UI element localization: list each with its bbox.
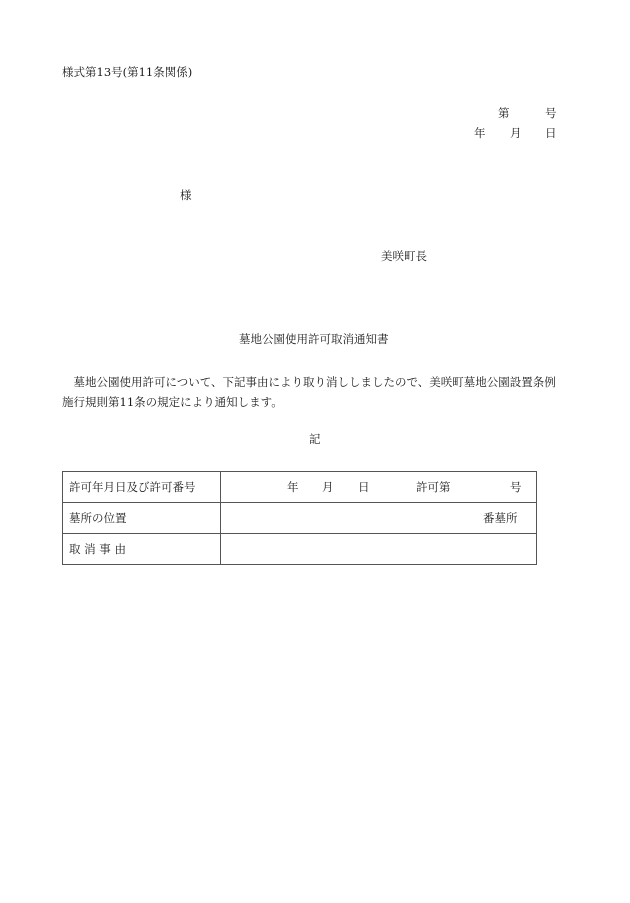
table-row <box>63 503 537 534</box>
record-table <box>62 471 537 565</box>
permit-date-value <box>221 472 537 503</box>
document-number-prefix: 第 <box>498 106 510 120</box>
date-year: 年 <box>474 126 486 140</box>
grave-location-value <box>221 503 537 534</box>
table-row <box>63 534 537 565</box>
body-text <box>62 372 582 412</box>
grave-location-suffix: 番墓所 <box>483 511 518 525</box>
body-line-1: 墓地公園使用許可について、下記事由により取り消ししましたので、美咲町墓地公園設置条例 <box>62 375 556 389</box>
date-day: 日 <box>545 126 557 140</box>
permit-month: 月 <box>322 480 334 494</box>
table-row <box>63 472 537 503</box>
recipient-honorific: 様 <box>180 188 192 202</box>
document-title: 墓地公園使用許可取消通知書 <box>239 332 389 346</box>
cancel-reason-value <box>221 534 537 565</box>
date-month: 月 <box>510 126 522 140</box>
permit-number-suffix: 号 <box>510 480 522 494</box>
grave-location-label: 墓所の位置 <box>63 503 221 534</box>
body-line-2: 施行規則第11条の規定により通知します。 <box>62 395 283 409</box>
permit-year: 年 <box>287 480 299 494</box>
ki-heading: 記 <box>309 432 321 446</box>
permit-date-label: 許可年月日及び許可番号 <box>63 472 221 503</box>
cancel-reason-label: 取 消 事 由 <box>63 534 221 565</box>
permit-number-prefix: 許可第 <box>416 480 451 494</box>
document-number-suffix: 号 <box>545 106 557 120</box>
form-number: 様式第13号(第11条関係) <box>62 65 193 79</box>
permit-day: 日 <box>358 480 370 494</box>
issuer: 美咲町長 <box>381 249 427 263</box>
